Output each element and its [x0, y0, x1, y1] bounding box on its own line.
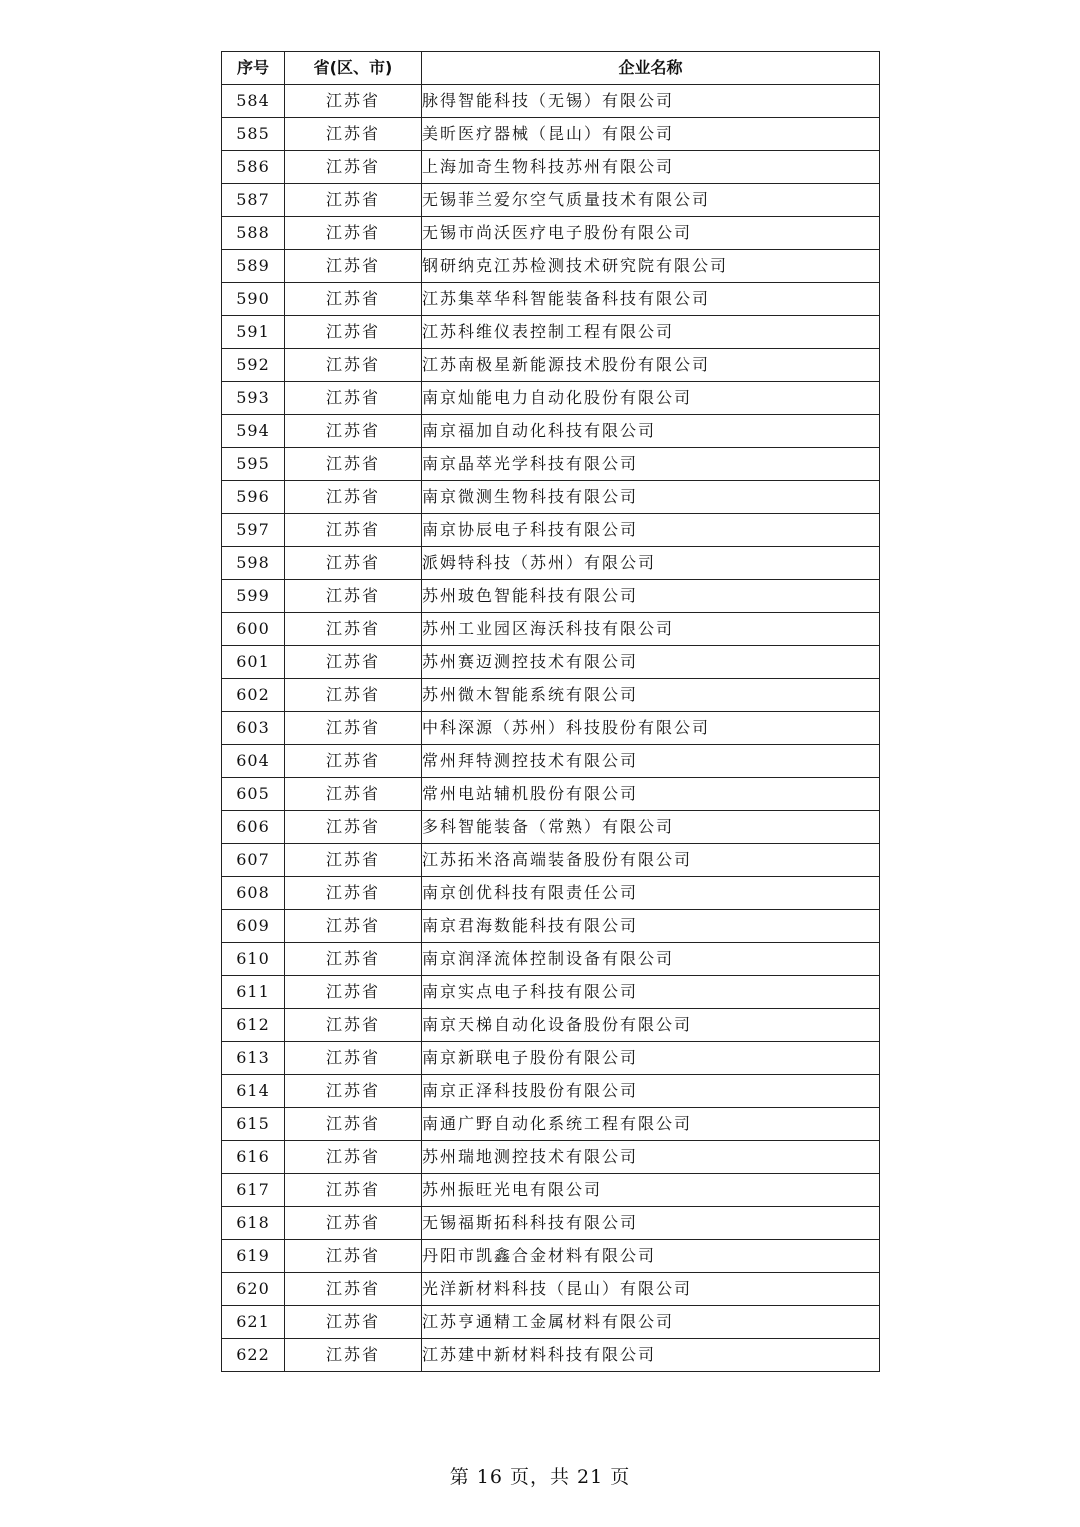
table-row: [222, 1273, 880, 1306]
row-seq: 603: [222, 712, 285, 745]
row-company-name: 苏州赛迈测控技术有限公司: [422, 646, 880, 679]
enterprise-table: [221, 51, 880, 1372]
row-province: 江苏省: [285, 712, 422, 745]
row-seq: 595: [222, 448, 285, 481]
row-company-name: 无锡福斯拓科科技有限公司: [422, 1207, 880, 1240]
row-seq: 608: [222, 877, 285, 910]
table-row: [222, 151, 880, 184]
row-seq: 587: [222, 184, 285, 217]
row-company-name: 无锡市尚沃医疗电子股份有限公司: [422, 217, 880, 250]
table-row: [222, 184, 880, 217]
row-company-name: 江苏集萃华科智能装备科技有限公司: [422, 283, 880, 316]
row-seq: 594: [222, 415, 285, 448]
table-row: [222, 778, 880, 811]
row-company-name: 南京晶萃光学科技有限公司: [422, 448, 880, 481]
row-seq: 588: [222, 217, 285, 250]
page-number: 第 16 页，共 21 页: [449, 1466, 631, 1488]
table-row: [222, 283, 880, 316]
table-row: [222, 349, 880, 382]
table-row: [222, 646, 880, 679]
row-company-name: 常州电站辅机股份有限公司: [422, 778, 880, 811]
row-seq: 604: [222, 745, 285, 778]
row-province: 江苏省: [285, 778, 422, 811]
row-seq: 620: [222, 1273, 285, 1306]
row-company-name: 南京君海数能科技有限公司: [422, 910, 880, 943]
table-row: [222, 910, 880, 943]
table-row: [222, 844, 880, 877]
table-row: [222, 877, 880, 910]
row-company-name: 南京灿能电力自动化股份有限公司: [422, 382, 880, 415]
row-company-name: 南京协辰电子科技有限公司: [422, 514, 880, 547]
row-seq: 589: [222, 250, 285, 283]
table-row: [222, 85, 880, 118]
row-province: 江苏省: [285, 1009, 422, 1042]
row-province: 江苏省: [285, 118, 422, 151]
table-row: [222, 943, 880, 976]
row-company-name: 南京创优科技有限责任公司: [422, 877, 880, 910]
row-province: 江苏省: [285, 811, 422, 844]
table-row: [222, 679, 880, 712]
row-province: 江苏省: [285, 349, 422, 382]
table-row: [222, 976, 880, 1009]
row-seq: 610: [222, 943, 285, 976]
row-province: 江苏省: [285, 283, 422, 316]
row-seq: 601: [222, 646, 285, 679]
row-seq: 593: [222, 382, 285, 415]
row-province: 江苏省: [285, 976, 422, 1009]
row-province: 江苏省: [285, 877, 422, 910]
row-company-name: 钢研纳克江苏检测技术研究院有限公司: [422, 250, 880, 283]
row-company-name: 南京新联电子股份有限公司: [422, 1042, 880, 1075]
table-row: [222, 1207, 880, 1240]
row-company-name: 美昕医疗器械（昆山）有限公司: [422, 118, 880, 151]
row-province: 江苏省: [285, 184, 422, 217]
row-province: 江苏省: [285, 580, 422, 613]
table-row: [222, 1141, 880, 1174]
row-province: 江苏省: [285, 415, 422, 448]
row-company-name: 中科深源（苏州）科技股份有限公司: [422, 712, 880, 745]
row-province: 江苏省: [285, 1339, 422, 1372]
row-seq: 605: [222, 778, 285, 811]
row-province: 江苏省: [285, 85, 422, 118]
row-seq: 584: [222, 85, 285, 118]
table-row: [222, 250, 880, 283]
row-seq: 607: [222, 844, 285, 877]
row-company-name: 南京天梯自动化设备股份有限公司: [422, 1009, 880, 1042]
row-company-name: 上海加奇生物科技苏州有限公司: [422, 151, 880, 184]
row-seq: 611: [222, 976, 285, 1009]
row-province: 江苏省: [285, 1207, 422, 1240]
row-company-name: 无锡菲兰爱尔空气质量技术有限公司: [422, 184, 880, 217]
row-province: 江苏省: [285, 844, 422, 877]
row-seq: 622: [222, 1339, 285, 1372]
row-company-name: 江苏南极星新能源技术股份有限公司: [422, 349, 880, 382]
row-company-name: 常州拜特测控技术有限公司: [422, 745, 880, 778]
row-seq: 591: [222, 316, 285, 349]
table-row: [222, 1339, 880, 1372]
row-company-name: 江苏拓米洛高端装备股份有限公司: [422, 844, 880, 877]
table-row: [222, 217, 880, 250]
row-province: 江苏省: [285, 151, 422, 184]
table-row: [222, 1042, 880, 1075]
table-row: [222, 1009, 880, 1042]
row-province: 江苏省: [285, 745, 422, 778]
row-seq: 586: [222, 151, 285, 184]
row-seq: 606: [222, 811, 285, 844]
row-province: 江苏省: [285, 217, 422, 250]
table-row: [222, 1075, 880, 1108]
table-row: [222, 1174, 880, 1207]
row-company-name: 南京福加自动化科技有限公司: [422, 415, 880, 448]
row-province: 江苏省: [285, 679, 422, 712]
table-row: [222, 1306, 880, 1339]
table-body: [222, 85, 880, 1372]
header-province: 省(区、市): [285, 52, 422, 85]
row-company-name: 多科智能装备（常熟）有限公司: [422, 811, 880, 844]
row-company-name: 南京正泽科技股份有限公司: [422, 1075, 880, 1108]
table-row: [222, 811, 880, 844]
row-province: 江苏省: [285, 448, 422, 481]
table-header-row: [222, 52, 880, 85]
row-seq: 596: [222, 481, 285, 514]
table-row: [222, 745, 880, 778]
table-row: [222, 613, 880, 646]
row-company-name: 苏州振旺光电有限公司: [422, 1174, 880, 1207]
table-row: [222, 481, 880, 514]
row-company-name: 南通广野自动化系统工程有限公司: [422, 1108, 880, 1141]
row-province: 江苏省: [285, 646, 422, 679]
header-seq: 序号: [222, 52, 285, 85]
table-row: [222, 415, 880, 448]
row-seq: 614: [222, 1075, 285, 1108]
row-company-name: 江苏建中新材料科技有限公司: [422, 1339, 880, 1372]
row-province: 江苏省: [285, 316, 422, 349]
row-province: 江苏省: [285, 382, 422, 415]
row-seq: 616: [222, 1141, 285, 1174]
table-row: [222, 382, 880, 415]
row-seq: 621: [222, 1306, 285, 1339]
row-province: 江苏省: [285, 547, 422, 580]
row-province: 江苏省: [285, 943, 422, 976]
row-province: 江苏省: [285, 1273, 422, 1306]
row-seq: 619: [222, 1240, 285, 1273]
row-company-name: 派姆特科技（苏州）有限公司: [422, 547, 880, 580]
row-company-name: 光洋新材料科技（昆山）有限公司: [422, 1273, 880, 1306]
row-company-name: 南京润泽流体控制设备有限公司: [422, 943, 880, 976]
row-company-name: 苏州微木智能系统有限公司: [422, 679, 880, 712]
row-company-name: 脉得智能科技（无锡）有限公司: [422, 85, 880, 118]
row-seq: 592: [222, 349, 285, 382]
row-company-name: 苏州工业园区海沃科技有限公司: [422, 613, 880, 646]
row-province: 江苏省: [285, 1240, 422, 1273]
table-row: [222, 1240, 880, 1273]
row-province: 江苏省: [285, 514, 422, 547]
row-province: 江苏省: [285, 613, 422, 646]
row-seq: 597: [222, 514, 285, 547]
table-row: [222, 316, 880, 349]
table-row: [222, 712, 880, 745]
row-province: 江苏省: [285, 910, 422, 943]
row-seq: 599: [222, 580, 285, 613]
row-company-name: 丹阳市凯鑫合金材料有限公司: [422, 1240, 880, 1273]
row-seq: 585: [222, 118, 285, 151]
table-row: [222, 514, 880, 547]
table-row: [222, 1108, 880, 1141]
row-seq: 613: [222, 1042, 285, 1075]
table-row: [222, 118, 880, 151]
row-province: 江苏省: [285, 250, 422, 283]
row-province: 江苏省: [285, 1108, 422, 1141]
header-company-name: 企业名称: [422, 52, 880, 85]
table-row: [222, 547, 880, 580]
row-province: 江苏省: [285, 1174, 422, 1207]
row-seq: 598: [222, 547, 285, 580]
row-seq: 612: [222, 1009, 285, 1042]
row-seq: 615: [222, 1108, 285, 1141]
row-province: 江苏省: [285, 1141, 422, 1174]
row-seq: 609: [222, 910, 285, 943]
row-province: 江苏省: [285, 1075, 422, 1108]
row-company-name: 南京微测生物科技有限公司: [422, 481, 880, 514]
table-row: [222, 448, 880, 481]
row-company-name: 苏州玻色智能科技有限公司: [422, 580, 880, 613]
row-seq: 590: [222, 283, 285, 316]
row-company-name: 苏州瑞地测控技术有限公司: [422, 1141, 880, 1174]
row-company-name: 南京实点电子科技有限公司: [422, 976, 880, 1009]
row-seq: 618: [222, 1207, 285, 1240]
table-row: [222, 580, 880, 613]
row-province: 江苏省: [285, 1306, 422, 1339]
row-company-name: 江苏亨通精工金属材料有限公司: [422, 1306, 880, 1339]
row-company-name: 江苏科维仪表控制工程有限公司: [422, 316, 880, 349]
row-seq: 602: [222, 679, 285, 712]
row-seq: 617: [222, 1174, 285, 1207]
row-province: 江苏省: [285, 1042, 422, 1075]
row-province: 江苏省: [285, 481, 422, 514]
row-seq: 600: [222, 613, 285, 646]
